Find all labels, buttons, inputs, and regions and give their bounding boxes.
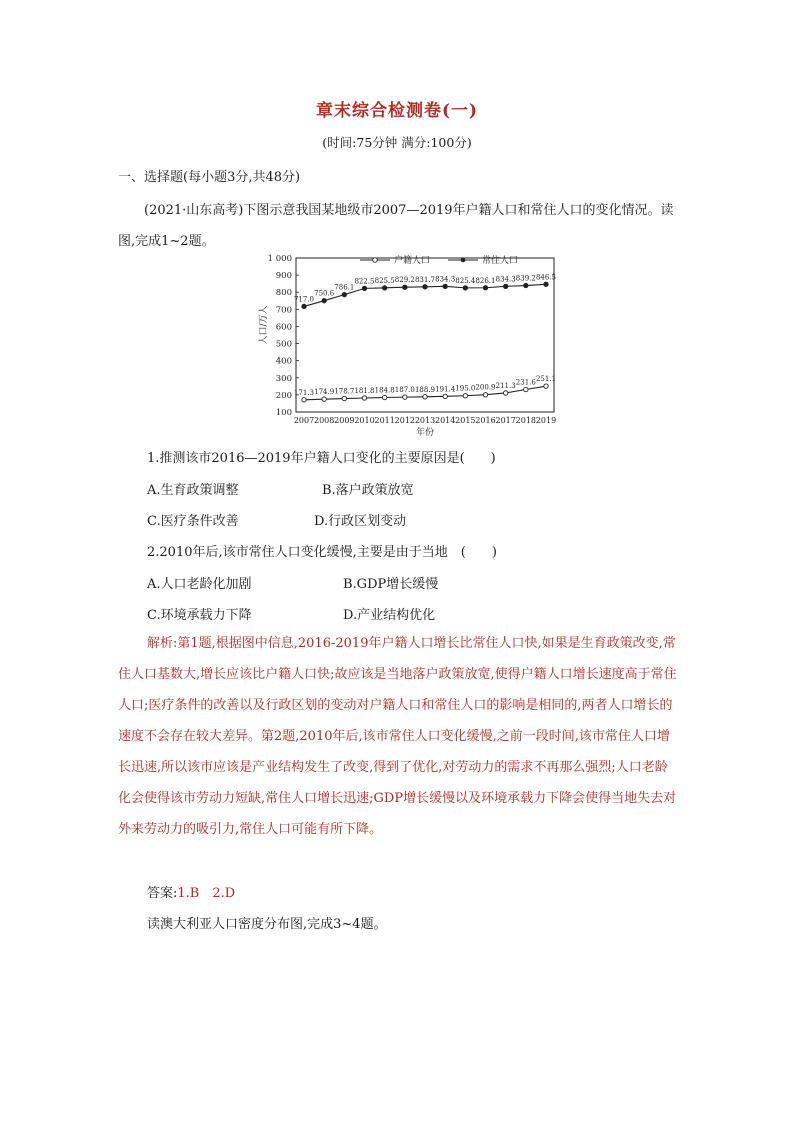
x-tick-label: 2008 <box>313 416 335 425</box>
data-label-household: 231.6 <box>515 378 536 387</box>
question-2-option-b[interactable]: B.GDP增长缓慢 <box>343 577 439 592</box>
answer-label: 答案: <box>147 886 178 901</box>
question-intro: (2021·山东高考)下图示意我国某地级市2007—2019年户籍人口和常住人口的变化情况。读图,完成1~2题。 <box>118 203 674 249</box>
data-label-household: 171.3 <box>293 388 315 397</box>
data-label-household: 174.9 <box>314 388 335 397</box>
population-chart <box>248 244 568 446</box>
legend-marker-resident <box>461 258 466 263</box>
data-label-resident: 825.4 <box>455 276 476 285</box>
data-label-household: 187.0 <box>394 386 415 395</box>
x-tick-label: 2009 <box>334 416 355 425</box>
y-tick-label: 900 <box>275 271 292 282</box>
data-point-resident <box>443 284 447 288</box>
y-tick-label: 700 <box>275 305 292 316</box>
analysis-text: 解析:第1题,根据图中信息,2016-2019年户籍人口增长比常住人口快,如果是生育政策改变,常住人口基数大,增长应该比户籍人口快;故应该是当地落户政策放宽,使得户籍人口增长速度高于常住人口;医疗条件的改善以及行政区划的变动对户籍人口和常住人口的影响是相同的,两者人口增长的速度不会存在较大差异。第2题,2010年后,该市常住人口变化缓慢,之前一段时间,该市常住人口增长迅速,所以该市应该是产业结构发生了改变,得到了优化,对劳动力的需求不再那么强烈;人口老龄化会使得该市劳动力短缺,常住人口增长迅速;GDP增长缓慢以及环境承载力下降会使得当地失去对外来劳动力的吸引力,常住人口可能有所下降。 <box>118 636 677 837</box>
question-2-option-d[interactable]: D.产业结构优化 <box>343 608 436 623</box>
data-label-resident: 846.5 <box>535 273 557 282</box>
data-point-household <box>524 387 528 391</box>
data-point-household <box>382 395 386 399</box>
data-label-household: 188.9 <box>414 385 436 394</box>
data-point-household <box>483 393 487 397</box>
data-point-household <box>302 398 306 402</box>
x-tick-label: 2018 <box>515 416 537 425</box>
data-label-resident: 750.6 <box>314 289 335 298</box>
data-point-resident <box>503 284 507 288</box>
data-point-household <box>342 396 346 400</box>
data-point-household <box>362 396 366 400</box>
data-label-resident: 826.1 <box>475 276 496 285</box>
y-tick-label: 100 <box>275 408 292 418</box>
x-tick-label: 2013 <box>414 416 436 425</box>
data-point-household <box>463 394 467 398</box>
x-tick-label: 2016 <box>475 416 496 425</box>
data-label-household: 184.8 <box>374 386 395 395</box>
data-label-resident: 786.1 <box>334 283 355 292</box>
y-tick-label: 800 <box>275 288 292 299</box>
data-label-household: 178.7 <box>334 387 355 396</box>
next-question-intro: 读澳大利亚人口密度分布图,完成3~4题。 <box>147 917 387 932</box>
population-line-chart <box>248 244 568 442</box>
data-label-household: 195.0 <box>455 384 476 393</box>
data-point-resident <box>322 298 326 302</box>
x-tick-label: 2012 <box>394 416 416 425</box>
data-label-household: 200.9 <box>475 383 496 392</box>
question-2-option-a[interactable]: A.人口老龄化加剧 <box>147 577 252 592</box>
question-2-stem: 2.2010年后,该市常住人口变化缓慢,主要是由于当地 ( ) <box>147 545 497 560</box>
data-point-household <box>443 394 447 398</box>
answer-value: 1.B 2.D <box>177 886 236 901</box>
data-point-resident <box>483 286 487 290</box>
data-label-resident: 834.3 <box>435 275 456 284</box>
x-tick-label: 2017 <box>495 416 516 425</box>
data-point-resident <box>302 304 306 308</box>
data-label-resident: 834.3 <box>495 275 516 284</box>
data-point-resident <box>403 285 407 289</box>
x-tick-label: 2015 <box>455 416 476 425</box>
legend-marker-household <box>373 258 378 263</box>
legend-label-resident: 常住人口 <box>482 256 519 266</box>
data-point-resident <box>544 282 548 286</box>
y-tick-label: 200 <box>275 390 292 401</box>
y-tick-label: 400 <box>275 356 292 367</box>
section-heading: 一、选择题(每小题3分,共48分) <box>118 170 301 185</box>
y-tick-label: 600 <box>275 322 292 333</box>
exam-title: 章末综合检测卷(一) <box>315 101 479 121</box>
x-tick-label: 2010 <box>354 416 375 425</box>
data-label-resident: 822.5 <box>354 277 375 286</box>
data-label-resident: 825.5 <box>374 276 395 285</box>
data-point-household <box>423 395 427 399</box>
answer-line <box>147 882 235 901</box>
data-label-resident: 839.2 <box>515 274 536 283</box>
data-point-household <box>503 391 507 395</box>
x-axis-label: 年份 <box>415 428 435 438</box>
data-point-resident <box>382 286 386 290</box>
data-point-resident <box>463 286 467 290</box>
question-1-option-a[interactable]: A.生育政策调整 <box>147 483 239 498</box>
question-1-option-c[interactable]: C.医疗条件改善 <box>147 514 239 529</box>
data-point-resident <box>362 286 366 290</box>
data-label-household: 191.4 <box>435 385 456 394</box>
y-tick-label: 1 000 <box>267 254 292 264</box>
x-tick-label: 2007 <box>293 416 315 425</box>
y-tick-label: 300 <box>275 373 292 384</box>
exam-subtitle: (时间:75分钟 满分:100分) <box>322 135 472 150</box>
data-point-resident <box>342 292 346 296</box>
y-tick-label: 500 <box>275 339 292 350</box>
data-label-household: 251.1 <box>535 375 557 384</box>
x-tick-label: 2014 <box>434 416 456 425</box>
data-label-resident: 829.2 <box>394 276 415 285</box>
data-point-household <box>544 384 548 388</box>
data-label-household: 181.8 <box>354 387 375 396</box>
legend-label-household: 户籍人口 <box>394 256 431 266</box>
data-point-household <box>403 395 407 399</box>
question-1-option-b[interactable]: B.落户政策放宽 <box>322 483 414 498</box>
question-2-option-c[interactable]: C.环境承载力下降 <box>147 608 252 623</box>
x-tick-label: 2019 <box>535 416 557 425</box>
data-point-resident <box>423 285 427 289</box>
data-point-household <box>322 397 326 401</box>
data-label-resident: 831.7 <box>414 275 436 284</box>
data-point-resident <box>524 283 528 287</box>
x-tick-label: 2011 <box>374 416 395 425</box>
data-label-resident: 717.0 <box>293 295 315 304</box>
y-axis-label: 人口/万人 <box>259 305 269 345</box>
data-label-household: 211.3 <box>495 381 516 390</box>
question-1-stem: 1.推测该市2016—2019年户籍人口变化的主要原因是( ) <box>147 451 496 466</box>
question-1-option-d[interactable]: D.行政区划变动 <box>314 514 407 529</box>
